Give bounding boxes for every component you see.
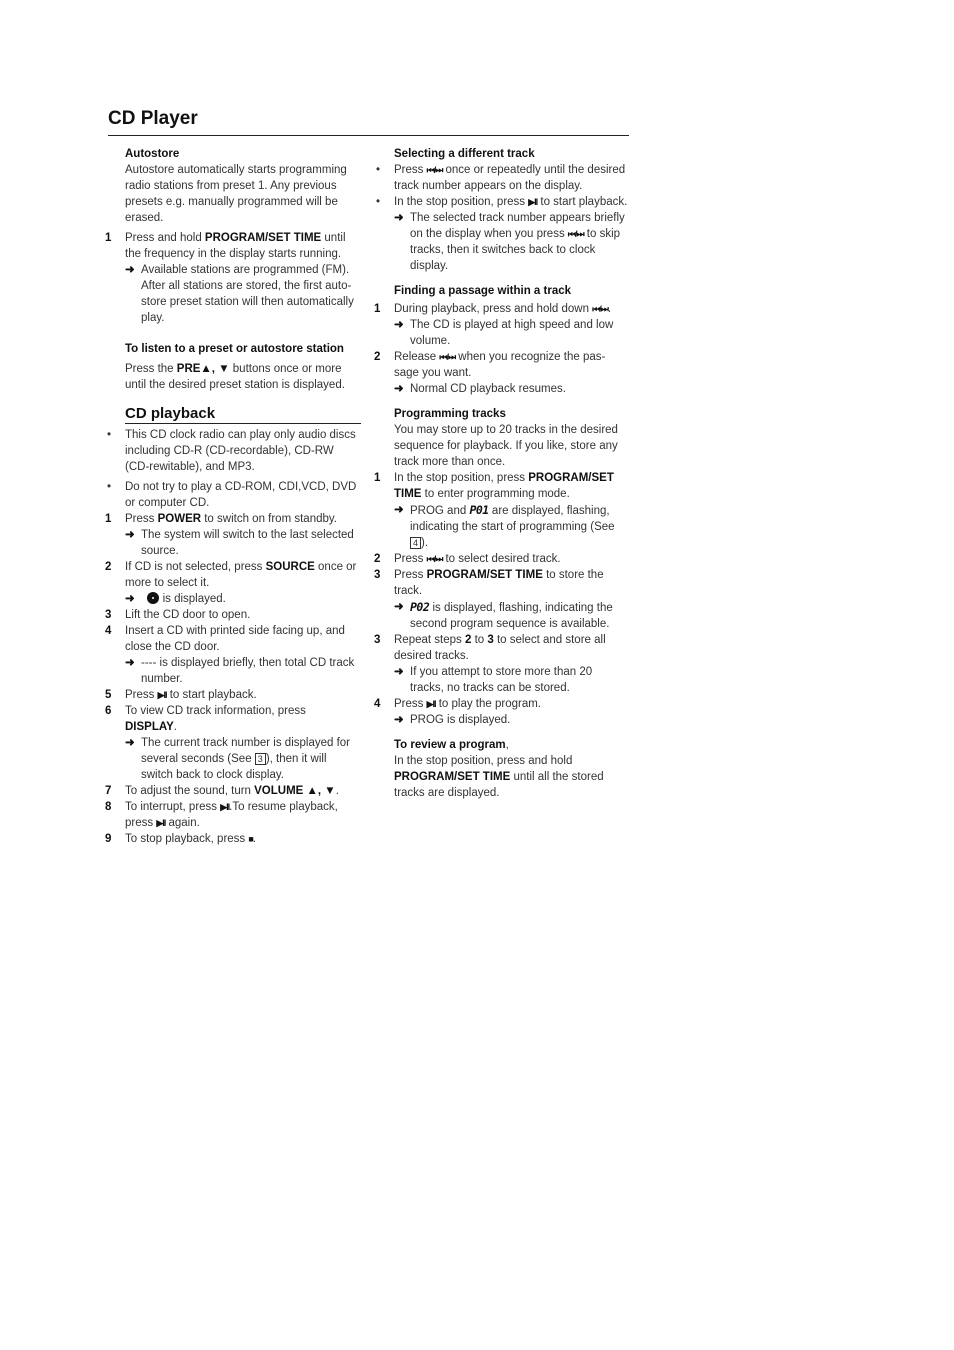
cd-step-2: 2 If CD is not selected, press SOURCE once or more to select it. ➜ is displayed. — [105, 561, 357, 605]
arrow-icon: ➜ — [125, 529, 135, 541]
cd-step-8: 8 To interrupt, press ▶II.To resume playback, press ▶II again. — [105, 801, 338, 829]
disc-icon — [147, 592, 159, 604]
finding-step-1: 1 During playback, press and hold down ⏮/⏭. ➜ The CD is played at high speed and low volume. — [374, 303, 614, 347]
prev-next-icon: ⏮/⏭ — [426, 554, 443, 564]
cd-step-9: 9 To stop playback, press ■. — [105, 833, 257, 845]
arrow-icon: ➜ — [394, 666, 404, 678]
cd-step-6: 6 To view CD track information, press DISPLAY. ➜ The current track number is displayed for several seconds (See 3 ), then it will switch back to clock display. — [105, 705, 351, 781]
selecting-track-heading: Selecting a different track — [394, 148, 535, 160]
finding-passage-heading: Finding a passage within a track — [394, 285, 572, 297]
arrow-icon: ➜ — [125, 657, 135, 669]
cd-playback-heading: CD playback — [125, 405, 216, 422]
play-pause-icon: ▶II — [528, 197, 538, 207]
stop-icon: ■ — [248, 834, 253, 844]
programming-step-4: 4 Press ▶II to play the program. ➜ PROG is displayed. — [374, 698, 542, 726]
review-text: In the stop position, press and hold PROGRAM/SET TIME until all the stored tracks are displayed. — [394, 755, 604, 799]
programming-step-3-repeat: 3 Repeat steps 2 to 3 to select and store all desired tracks. ➜ If you attempt to store more than 20 tracks, no tracks can be stored. — [374, 634, 606, 694]
prev-next-icon: ⏮/⏭ — [439, 352, 456, 362]
autostore-heading: Autostore — [125, 148, 180, 160]
figure-ref: 4 — [410, 537, 421, 549]
selecting-bullet-2: • In the stop position, press ▶II to start playback. ➜ The selected track number appears briefly on the display when you press ⏮/⏭ to skip tracks, then it switches back to clock display. — [376, 196, 628, 272]
play-pause-icon: ▶II — [220, 802, 230, 812]
prev-next-icon: ⏮/⏭ — [426, 165, 443, 175]
cd-step-4: 4 Insert a CD with printed side facing up, and close the CD door. ➜ ---- is displayed briefly, then total CD track number. — [105, 625, 355, 685]
lcd-readout: P02 — [410, 600, 430, 614]
play-pause-icon: ▶II — [156, 818, 166, 828]
programming-step-2: 2 Press ⏮/⏭ to select desired track. — [374, 553, 561, 565]
arrow-icon: ➜ — [125, 264, 135, 276]
page-title: CD Player — [108, 108, 198, 129]
listen-preset-heading: To listen to a preset or autostore station — [125, 343, 344, 355]
finding-step-2: 2 Release ⏮/⏭ when you recognize the pas-sage you want. ➜ Normal CD playback resumes. — [374, 351, 606, 395]
autostore-intro: Autostore automatically starts programming radio stations from preset 1. Any previous presets e.g. manually programmed will be erased. — [125, 164, 347, 224]
arrow-icon: ➜ — [125, 593, 135, 605]
programming-heading: Programming tracks — [394, 408, 506, 420]
left-column — [105, 146, 361, 847]
right-column — [374, 146, 628, 801]
arrow-icon: ➜ — [394, 212, 404, 224]
selecting-bullet-1: • Press ⏮/⏭ once or repeatedly until the desired track number appears on the display. — [376, 164, 626, 192]
programming-step-1: 1 In the stop position, press PROGRAM/SET TIME to enter programming mode. ➜ PROG and P01 are displayed, flashing, indicating the start of programming (See 4 ). — [374, 472, 615, 549]
cd-step-5: 5 Press ▶II to start playback. — [105, 689, 257, 701]
title-divider — [108, 135, 629, 136]
cd-step-3: 3 Lift the CD door to open. — [105, 609, 251, 621]
cd-playback-bullet-1: • This CD clock radio can play only audio discs including CD-R (CD-recordable), CD-RW (CD-rewitable), and MP3. — [107, 429, 356, 473]
cd-step-1: 1 Press POWER to switch on from standby. ➜ The system will switch to the last selected source. — [105, 513, 354, 557]
prev-next-icon: ⏮/⏭ — [592, 304, 608, 314]
cd-playback-bullet-2: • Do not try to play a CD-ROM, CDI,VCD, DVD or computer CD. — [107, 481, 357, 509]
cd-step-7: 7 To adjust the sound, turn VOLUME ▲, ▼. — [105, 785, 339, 797]
play-pause-icon: ▶II — [426, 699, 436, 709]
arrow-icon: ➜ — [394, 714, 404, 726]
arrow-icon: ➜ — [394, 504, 404, 516]
arrow-icon: ➜ — [394, 383, 404, 395]
lcd-readout: P01 — [469, 503, 489, 517]
section-divider — [125, 423, 361, 424]
programming-step-3: 3 Press PROGRAM/SET TIME to store the track. ➜ P02 is displayed, flashing, indicating the second program sequence is available. — [374, 569, 613, 630]
review-heading: To review a program, — [394, 739, 509, 751]
play-pause-icon: ▶II — [157, 690, 167, 700]
arrow-icon: ➜ — [125, 737, 135, 749]
autostore-step-1: 1 Press and hold PROGRAM/SET TIME until the frequency in the display starts running. ➜ Available stations are programmed (FM). After all stations are stored, the first auto-store preset station will then automatically play. — [105, 232, 354, 324]
programming-intro: You may store up to 20 tracks in the desired sequence for playback. If you like, store any track more than once. — [394, 424, 618, 468]
figure-ref: 3 — [255, 753, 266, 765]
arrow-icon: ➜ — [394, 601, 404, 613]
prev-next-icon: ⏮/⏭ — [567, 229, 584, 239]
listen-preset-text: Press the PRE▲, ▼ buttons once or more until the desired preset station is displayed. — [125, 363, 345, 391]
arrow-icon: ➜ — [394, 319, 404, 331]
